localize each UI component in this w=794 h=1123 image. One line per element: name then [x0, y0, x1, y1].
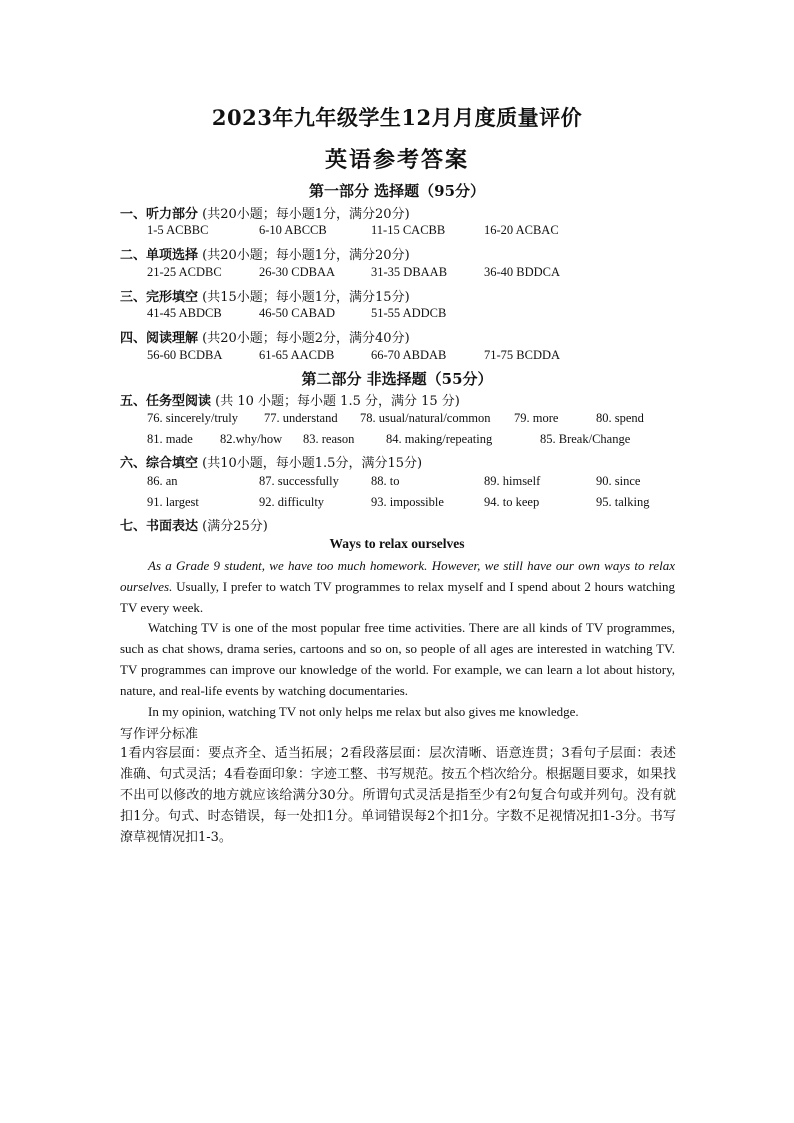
- answer-group: 51-55 ADDCB: [371, 306, 447, 320]
- section-note: (共20小题；每小题1分，满分20分): [202, 248, 410, 263]
- essay-title: Ways to relax ourselves: [329, 536, 465, 551]
- answer-item: 88. to: [371, 474, 400, 488]
- answer-group: 31-35 DBAAB: [371, 265, 448, 279]
- answer-item: 79. more: [514, 411, 559, 425]
- answer-row: [147, 495, 707, 513]
- answer-group: 66-70 ABDAB: [371, 348, 447, 362]
- answer-group: 61-65 AACDB: [259, 348, 335, 362]
- section-note: (满分25分): [202, 519, 268, 534]
- essay-paragraph-1: [120, 555, 675, 618]
- answer-group: 56-60 BCDBA: [147, 348, 223, 362]
- answer-row: [147, 265, 707, 283]
- answer-group: 41-45 ABDCB: [147, 306, 222, 320]
- answer-row: [147, 223, 707, 241]
- section-cloze: [120, 286, 410, 305]
- answer-group: 6-10 ABCCB: [259, 223, 327, 237]
- part-two-heading: 第二部分 非选择题（55分）: [301, 370, 493, 388]
- answer-item: 84. making/repeating: [386, 432, 493, 446]
- part-one-heading: 第一部分 选择题（95分）: [308, 182, 486, 200]
- answer-row: [147, 348, 707, 366]
- section-note: (共15小题；每小题1分，满分15分): [202, 290, 410, 305]
- answer-item: 81. made: [147, 432, 193, 446]
- section-note: (共20小题；每小题2分，满分40分): [202, 331, 410, 346]
- answer-group: 36-40 BDDCA: [484, 265, 561, 279]
- answer-item: 95. talking: [596, 495, 650, 509]
- criteria-body: 1看内容层面：要点齐全、适当拓展；2看段落层面：层次清晰、语意连贯；3看句子层面：表述准确、句式灵活；4看卷面印象：字迹工整、书写规范。按五个档次给分。根据题目要求，如果找不出可以修改的地方就应该给满分30分。所谓句式灵活是指至少有2句复合句或并列句。没有就扣1分。句式、时态错误，每一处扣1分。单词错误每2个扣1分。字数不足视情况扣1-3分。书写潦草视情况扣1-3。: [120, 746, 676, 845]
- answer-item: 76. sincerely/truly: [147, 411, 238, 425]
- answer-row: [147, 306, 707, 324]
- answer-group: 1-5 ACBBC: [147, 223, 209, 237]
- answer-item: 94. to keep: [484, 495, 540, 509]
- section-writing: [120, 515, 268, 534]
- section-heading: 七、书面表达: [120, 519, 199, 534]
- answer-item: 85. Break/Change: [540, 432, 631, 446]
- answer-group: 21-25 ACDBC: [147, 265, 222, 279]
- answer-item: 77. understand: [264, 411, 338, 425]
- section-single-choice: [120, 244, 410, 263]
- answer-item: 80. spend: [596, 411, 644, 425]
- answer-group: 16-20 ACBAC: [484, 223, 559, 237]
- section-heading: 三、完形填空: [120, 290, 199, 305]
- answer-row: [147, 474, 707, 492]
- section-task-reading: [120, 390, 460, 409]
- answer-item: 83. reason: [303, 432, 355, 446]
- essay-text: Usually, I prefer to watch TV programmes to relax myself and I spend about 2 hours watching TV every week.: [120, 579, 675, 615]
- answer-group: 26-30 CDBAA: [259, 265, 336, 279]
- section-heading: 五、任务型阅读: [120, 394, 212, 409]
- criteria-title: 写作评分标准: [120, 727, 199, 742]
- answer-group: 46-50 CABAD: [259, 306, 336, 320]
- answer-row: [147, 411, 707, 429]
- section-comprehensive-fill: [120, 452, 422, 471]
- section-note: (共10小题，每小题1.5分，满分15分): [202, 456, 423, 471]
- section-note: (共20小题；每小题1分，满分20分): [202, 207, 410, 222]
- page-subtitle: 英语参考答案: [324, 147, 469, 173]
- answer-group: 71-75 BCDDA: [484, 348, 561, 362]
- answer-item: 93. impossible: [371, 495, 444, 509]
- answer-item: 86. an: [147, 474, 178, 488]
- answer-row: [147, 432, 707, 450]
- section-heading: 四、阅读理解: [120, 331, 199, 346]
- section-heading: 六、综合填空: [120, 456, 199, 471]
- section-reading: [120, 327, 410, 346]
- answer-item: 89. himself: [484, 474, 541, 488]
- section-heading: 二、单项选择: [120, 248, 199, 263]
- answer-item: 90. since: [596, 474, 641, 488]
- page-title: 2023年九年级学生12月月度质量评价: [211, 105, 583, 130]
- answer-item: 92. difficulty: [259, 495, 325, 509]
- essay-paragraph-3: In my opinion, watching TV not only helps me relax but also gives me knowledge.: [148, 704, 579, 719]
- answer-group: 11-15 CACBB: [371, 223, 446, 237]
- answer-item: 87. successfully: [259, 474, 339, 488]
- essay-italic-opening: As a Grade 9 student, we have too much homework. However, we still have our own ways to relax ourselves.: [120, 558, 675, 594]
- essay-paragraph-2: Watching TV is one of the most popular free time activities. There are all kinds of TV programmes, such as chat shows, drama series, cartoons and so on, so people of all ages are interested in watching TV. TV programmes can improve our knowledge of the world. For example, we can learn a lot about history, nature, and real-life events by watching documentaries.: [120, 620, 675, 698]
- answer-item: 91. largest: [147, 495, 199, 509]
- section-listening: [120, 203, 410, 222]
- answer-item: 82.why/how: [220, 432, 283, 446]
- section-heading: 一、听力部分: [120, 207, 199, 222]
- answer-item: 78. usual/natural/common: [360, 411, 491, 425]
- section-note: (共 10 小题；每小题 1.5 分，满分 15 分): [215, 394, 460, 409]
